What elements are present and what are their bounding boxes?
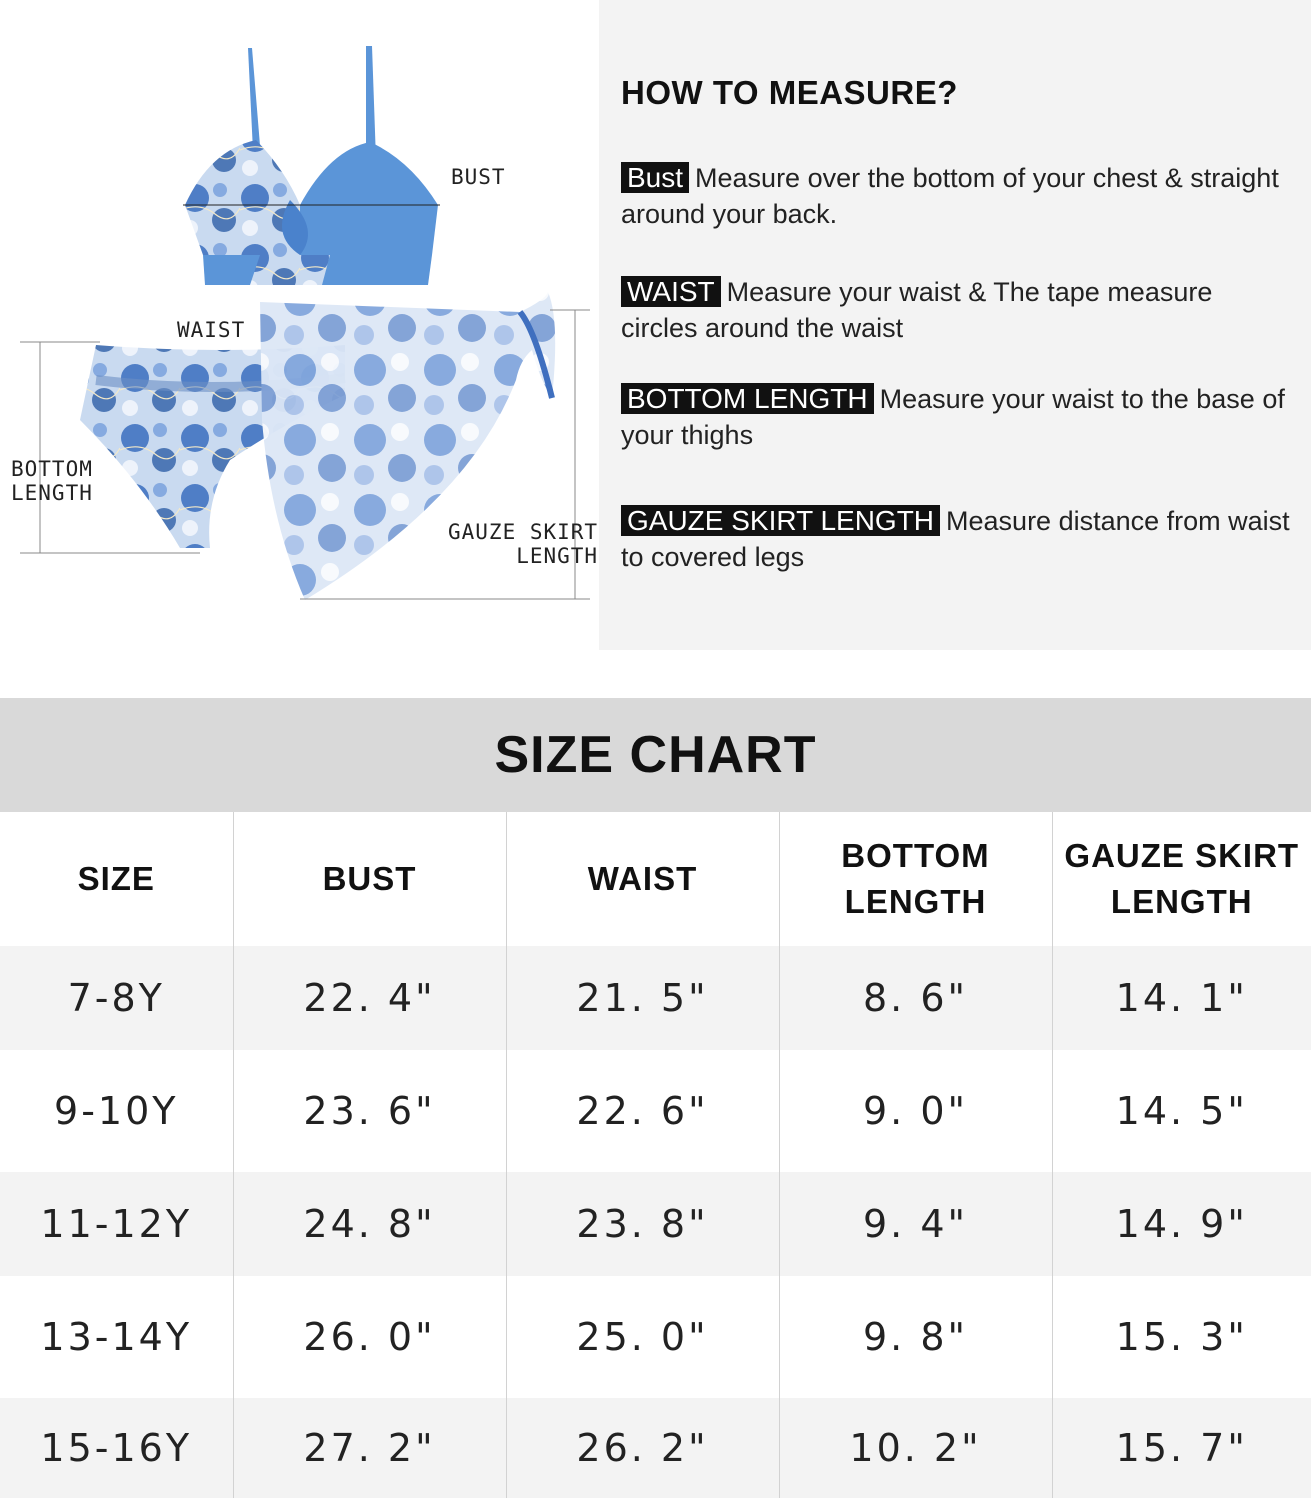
waist-cell: 23. 8" bbox=[506, 1172, 779, 1276]
bust-cell: 24. 8" bbox=[233, 1172, 506, 1276]
measure-text: Measure over the bottom of your chest & straight around your back. bbox=[621, 163, 1279, 229]
waist-cell: 26. 2" bbox=[506, 1398, 779, 1498]
size-chart-header-band bbox=[0, 698, 1311, 812]
measure-item-bust bbox=[621, 160, 1291, 232]
table-row bbox=[0, 1050, 1311, 1172]
size-chart-table bbox=[0, 812, 1311, 1498]
bust-label: BUST bbox=[451, 165, 506, 189]
bottom-length-cell: 10. 2" bbox=[779, 1398, 1052, 1498]
col-header-gauze-skirt-length: GAUZE SKIRT LENGTH bbox=[1052, 812, 1311, 946]
size-chart-title: SIZE CHART bbox=[494, 726, 817, 784]
measure-tag: Bust bbox=[621, 162, 689, 193]
gauze-skirt-length-cell: 14. 1" bbox=[1052, 946, 1311, 1050]
col-header-bottom-length: BOTTOM LENGTH bbox=[779, 812, 1052, 946]
measure-item-bottom-length bbox=[621, 381, 1291, 453]
size-cell: 15-16Y bbox=[0, 1398, 233, 1498]
top-print-panel bbox=[185, 140, 300, 255]
top-band-print bbox=[250, 255, 330, 285]
bottom-length-cell: 9. 4" bbox=[779, 1172, 1052, 1276]
gauze-skirt-length-cell: 14. 9" bbox=[1052, 1172, 1311, 1276]
size-cell: 13-14Y bbox=[0, 1276, 233, 1398]
table-row bbox=[0, 1172, 1311, 1276]
gauze-skirt-length-label: GAUZE SKIRT LENGTH bbox=[448, 520, 599, 568]
table-row bbox=[0, 1276, 1311, 1398]
waist-cell: 21. 5" bbox=[506, 946, 779, 1050]
how-to-measure-panel bbox=[599, 0, 1311, 650]
col-header-waist: WAIST bbox=[506, 812, 779, 946]
bottom-length-cell: 8. 6" bbox=[779, 946, 1052, 1050]
bust-cell: 22. 4" bbox=[233, 946, 506, 1050]
gauze-skirt-length-cell: 14. 5" bbox=[1052, 1050, 1311, 1172]
waist-cell: 22. 6" bbox=[506, 1050, 779, 1172]
measure-item-gauze-skirt-length bbox=[621, 503, 1291, 575]
measure-item-waist bbox=[621, 274, 1291, 346]
table-row bbox=[0, 1398, 1311, 1498]
top-solid-panel bbox=[300, 142, 438, 255]
waist-cell: 25. 0" bbox=[506, 1276, 779, 1398]
bust-cell: 26. 0" bbox=[233, 1276, 506, 1398]
table-header-row bbox=[0, 812, 1311, 946]
waist-label: WAIST bbox=[177, 318, 246, 342]
size-cell: 7-8Y bbox=[0, 946, 233, 1050]
col-header-size: SIZE bbox=[77, 860, 155, 897]
bust-cell: 23. 6" bbox=[233, 1050, 506, 1172]
bottom-length-cell: 9. 0" bbox=[779, 1050, 1052, 1172]
gauze-skirt-length-cell: 15. 7" bbox=[1052, 1398, 1311, 1498]
col-header-bust: BUST bbox=[233, 812, 506, 946]
bottom-length-cell: 9. 8" bbox=[779, 1276, 1052, 1398]
gauze-skirt-length-cell: 15. 3" bbox=[1052, 1276, 1311, 1398]
measure-tag: GAUZE SKIRT LENGTH bbox=[621, 505, 940, 536]
bottom-length-label: BOTTOM LENGTH bbox=[11, 457, 93, 505]
table-row bbox=[0, 946, 1311, 1050]
size-cell: 9-10Y bbox=[0, 1050, 233, 1172]
measure-text: Measure your waist & The tape measure circles around the waist bbox=[621, 277, 1213, 343]
size-cell: 11-12Y bbox=[0, 1172, 233, 1276]
bust-cell: 27. 2" bbox=[233, 1398, 506, 1498]
garment-diagram bbox=[0, 0, 600, 650]
how-to-measure-title: HOW TO MEASURE? bbox=[621, 74, 958, 111]
measure-text: Measure distance from waist to covered legs bbox=[621, 506, 1290, 572]
measure-tag: WAIST bbox=[621, 276, 721, 307]
measure-text: Measure your waist to the base of your thighs bbox=[621, 384, 1285, 450]
measure-tag: BOTTOM LENGTH bbox=[621, 383, 874, 414]
